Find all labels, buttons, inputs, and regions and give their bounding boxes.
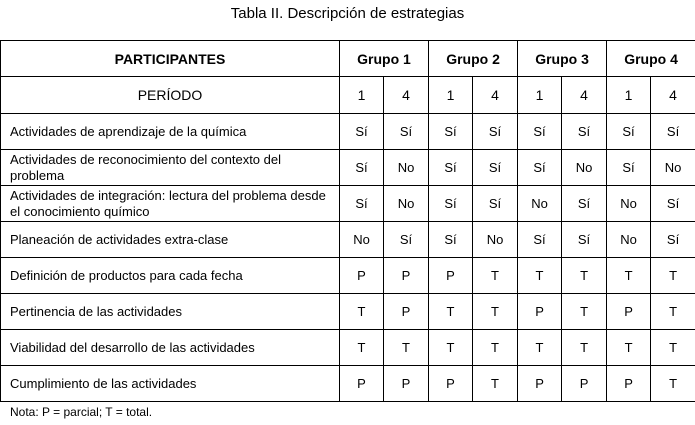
table-cell: Sí — [473, 150, 518, 186]
table-cell: Sí — [651, 114, 695, 150]
table-cell: T — [651, 330, 695, 366]
table-cell: T — [340, 330, 384, 366]
period-label: PERÍODO — [1, 77, 340, 114]
row-label: Actividades de integración: lectura del problema desde el conocimiento químico — [1, 186, 340, 222]
table-cell: Sí — [473, 114, 518, 150]
table-row — [1, 222, 695, 258]
period-cell: 1 — [340, 77, 384, 114]
table-cell: P — [518, 294, 562, 330]
table-cell: T — [384, 330, 429, 366]
table-cell: Sí — [340, 150, 384, 186]
table-cell: T — [562, 330, 607, 366]
group-4-header: Grupo 4 — [607, 41, 695, 77]
table-cell: Sí — [473, 186, 518, 222]
table-cell: No — [518, 186, 562, 222]
row-label: Actividades de reconocimiento del contexto del problema — [1, 150, 340, 186]
table-cell: Sí — [340, 114, 384, 150]
table-cell: Sí — [429, 222, 473, 258]
table-cell: Sí — [429, 186, 473, 222]
table-cell: Sí — [518, 222, 562, 258]
table-cell: T — [518, 258, 562, 294]
table-cell: T — [651, 294, 695, 330]
table-cell: P — [340, 366, 384, 402]
table-cell: No — [562, 150, 607, 186]
participants-header: PARTICIPANTES — [1, 41, 340, 77]
table-cell: T — [518, 330, 562, 366]
table-note: Nota: P = parcial; T = total. — [10, 405, 153, 419]
table-row — [1, 186, 695, 222]
table-cell: Sí — [562, 222, 607, 258]
table-cell: Sí — [562, 114, 607, 150]
table-cell: P — [607, 294, 651, 330]
table-caption: Tabla II. Descripción de estrategias — [230, 5, 465, 22]
table-body — [1, 114, 695, 402]
table-cell: P — [384, 366, 429, 402]
table-cell: No — [651, 150, 695, 186]
table-cell: Sí — [518, 150, 562, 186]
header-row — [1, 41, 695, 77]
table-cell: No — [473, 222, 518, 258]
table-cell: T — [340, 294, 384, 330]
strategies-table — [0, 40, 695, 402]
table-cell: Sí — [518, 114, 562, 150]
table-cell: P — [384, 258, 429, 294]
table-cell: P — [340, 258, 384, 294]
period-cell: 4 — [473, 77, 518, 114]
table-row — [1, 294, 695, 330]
period-cell: 1 — [429, 77, 473, 114]
period-row — [1, 77, 695, 114]
table-cell: Sí — [651, 186, 695, 222]
table-cell: Sí — [429, 150, 473, 186]
table-cell: No — [607, 222, 651, 258]
table-cell: No — [340, 222, 384, 258]
table-cell: T — [429, 294, 473, 330]
table-cell: Sí — [384, 222, 429, 258]
table-cell: Sí — [651, 222, 695, 258]
table-cell: T — [473, 330, 518, 366]
group-3-header: Grupo 3 — [518, 41, 607, 77]
row-label: Pertinencia de las actividades — [1, 294, 340, 330]
table-cell: T — [473, 366, 518, 402]
table-cell: T — [651, 366, 695, 402]
table-row — [1, 150, 695, 186]
table-cell: Sí — [429, 114, 473, 150]
table-cell: Sí — [384, 114, 429, 150]
table-cell: T — [607, 330, 651, 366]
table-cell: Sí — [607, 150, 651, 186]
group-2-header: Grupo 2 — [429, 41, 518, 77]
table-cell: Sí — [562, 186, 607, 222]
table-cell: P — [429, 258, 473, 294]
table-cell: Sí — [607, 114, 651, 150]
row-label: Viabilidad del desarrollo de las actividades — [1, 330, 340, 366]
period-cell: 4 — [651, 77, 695, 114]
table-cell: T — [607, 258, 651, 294]
table-cell: P — [518, 366, 562, 402]
row-label: Actividades de aprendizaje de la química — [1, 114, 340, 150]
table-cell: T — [651, 258, 695, 294]
table-cell: T — [473, 294, 518, 330]
table-cell: T — [429, 330, 473, 366]
table-cell: P — [562, 366, 607, 402]
table-row — [1, 258, 695, 294]
table-cell: T — [562, 258, 607, 294]
table-row — [1, 366, 695, 402]
period-cell: 4 — [562, 77, 607, 114]
group-1-header: Grupo 1 — [340, 41, 429, 77]
period-cell: 1 — [518, 77, 562, 114]
table-cell: No — [384, 150, 429, 186]
table-row — [1, 330, 695, 366]
period-cell: 4 — [384, 77, 429, 114]
row-label: Planeación de actividades extra-clase — [1, 222, 340, 258]
row-label: Cumplimiento de las actividades — [1, 366, 340, 402]
table-cell: Sí — [340, 186, 384, 222]
row-label: Definición de productos para cada fecha — [1, 258, 340, 294]
table-cell: No — [384, 186, 429, 222]
table-cell: No — [607, 186, 651, 222]
table-cell: P — [429, 366, 473, 402]
table-cell: T — [473, 258, 518, 294]
table-cell: T — [562, 294, 607, 330]
period-cell: 1 — [607, 77, 651, 114]
table-cell: P — [384, 294, 429, 330]
table-cell: P — [607, 366, 651, 402]
table-row — [1, 114, 695, 150]
